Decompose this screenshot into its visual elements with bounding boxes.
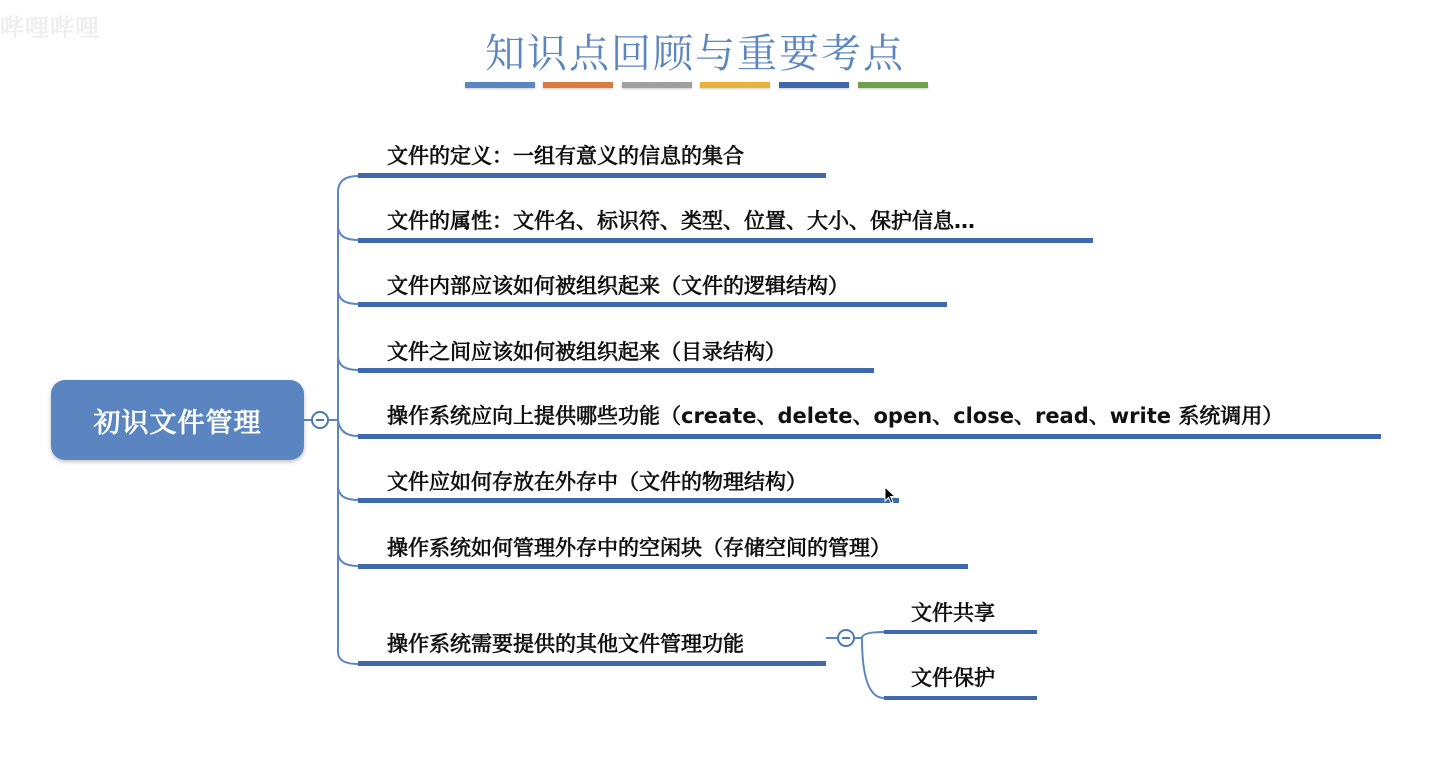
sub-connector-2 xyxy=(862,638,884,698)
sub-underline-2 xyxy=(884,696,1037,700)
branch-connector-1 xyxy=(338,176,358,192)
branch-underline-1 xyxy=(358,173,826,178)
sub-underline-1 xyxy=(884,630,1037,634)
branch-underline-3 xyxy=(358,302,947,307)
branch-connector-8 xyxy=(338,652,358,664)
branch-label-2: 文件的属性：文件名、标识符、类型、位置、大小、保护信息… xyxy=(387,209,975,233)
sub-label-2: 文件保护 xyxy=(911,666,995,690)
branch-label-3: 文件内部应该如何被组织起来（文件的逻辑结构） xyxy=(387,274,849,298)
bilibili-watermark: 哔哩哔哩 xyxy=(0,14,100,42)
branch-connector-3 xyxy=(338,290,358,304)
root-collapse-icon[interactable] xyxy=(311,411,329,429)
branch-connector-2 xyxy=(338,226,358,240)
branch-connector-7 xyxy=(338,552,358,566)
branch-connector-6 xyxy=(338,486,358,500)
branch-label-4: 文件之间应该如何被组织起来（目录结构） xyxy=(387,340,786,364)
branch-connector-5 xyxy=(338,420,358,436)
mouse-cursor-icon xyxy=(884,486,898,506)
branch-label-8: 操作系统需要提供的其他文件管理功能 xyxy=(387,632,744,656)
sub-label-1: 文件共享 xyxy=(911,601,995,625)
branch-underline-4 xyxy=(358,368,874,373)
branch-label-6: 文件应如何存放在外存中（文件的物理结构） xyxy=(387,470,807,494)
root-node[interactable] xyxy=(51,380,304,460)
branch-label-7: 操作系统如何管理外存中的空闲块（存储空间的管理） xyxy=(387,536,891,560)
branch-underline-8 xyxy=(358,661,826,666)
root-node-label: 初识文件管理 xyxy=(93,407,262,439)
branch-label-5: 操作系统应向上提供哪些功能（create、delete、open、close、read、write 系统调用） xyxy=(387,404,1284,428)
page-title: 知识点回顾与重要考点 xyxy=(485,31,905,77)
branch-label-1: 文件的定义：一组有意义的信息的集合 xyxy=(387,144,744,168)
branch-underline-2 xyxy=(358,238,1093,243)
branch-collapse-icon[interactable] xyxy=(837,629,855,647)
branch-connector-4 xyxy=(338,356,358,370)
branch-underline-6 xyxy=(358,498,899,503)
branch-underline-5 xyxy=(358,434,1381,439)
branch-underline-7 xyxy=(358,564,968,569)
sub-connector-1 xyxy=(862,632,884,638)
